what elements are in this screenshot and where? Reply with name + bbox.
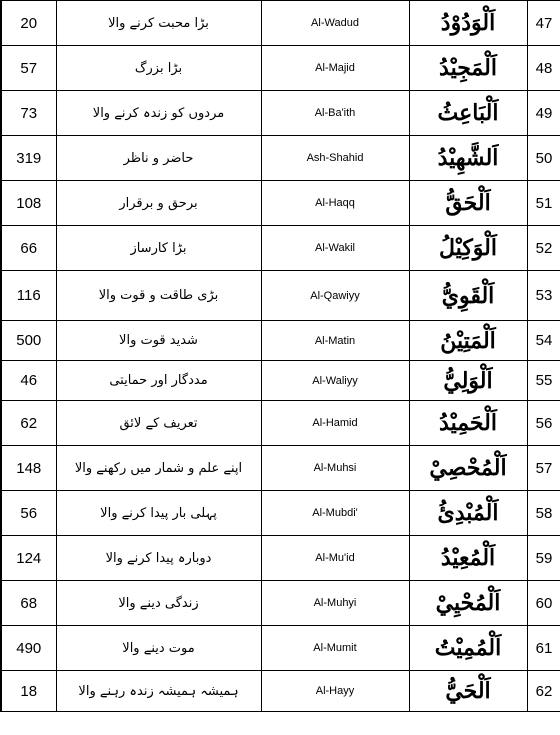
abjad-value-cell: 116 — [1, 271, 56, 321]
arabic-name-cell: اَلْمُعِيْدُ — [409, 536, 527, 581]
transliteration-cell: Al-Matin — [261, 321, 409, 361]
name-number-cell: 55 — [527, 361, 560, 401]
table-row — [1, 321, 560, 361]
arabic-name-cell: اَلْمَجِيْدُ — [409, 46, 527, 91]
table-row — [1, 491, 560, 536]
abjad-value-cell: 68 — [1, 581, 56, 626]
name-number-cell: 54 — [527, 321, 560, 361]
transliteration-cell: Al-Mumit — [261, 626, 409, 671]
abjad-value-cell: 319 — [1, 136, 56, 181]
urdu-meaning-cell: بڑا محبت کرنے والا — [56, 1, 261, 46]
abjad-value-cell: 490 — [1, 626, 56, 671]
name-number-cell: 52 — [527, 226, 560, 271]
table-row — [1, 361, 560, 401]
abjad-value-cell: 124 — [1, 536, 56, 581]
transliteration-cell: Ash-Shahid — [261, 136, 409, 181]
arabic-name-cell: اَلْمُبْدِئُ — [409, 491, 527, 536]
transliteration-cell: Al-Waliyy — [261, 361, 409, 401]
table-body — [1, 1, 560, 712]
urdu-meaning-cell: تعریف کے لائق — [56, 401, 261, 446]
urdu-meaning-cell: مددگار اور حمایتی — [56, 361, 261, 401]
name-number-cell: 49 — [527, 91, 560, 136]
arabic-name-cell: اَلْقَوِيُّ — [409, 271, 527, 321]
transliteration-cell: Al-Muhyi — [261, 581, 409, 626]
name-number-cell: 53 — [527, 271, 560, 321]
name-number-cell: 50 — [527, 136, 560, 181]
arabic-name-cell: اَلْوَلِيُّ — [409, 361, 527, 401]
arabic-name-cell: اَلْبَاعِثُ — [409, 91, 527, 136]
arabic-name-cell: اَلْوَدُوْدُ — [409, 1, 527, 46]
name-number-cell: 57 — [527, 446, 560, 491]
urdu-meaning-cell: مردوں کو زندہ کرنے والا — [56, 91, 261, 136]
table-row — [1, 1, 560, 46]
transliteration-cell: Al-Hayy — [261, 671, 409, 712]
name-number-cell: 58 — [527, 491, 560, 536]
name-number-cell: 62 — [527, 671, 560, 712]
abjad-value-cell: 20 — [1, 1, 56, 46]
urdu-meaning-cell: موت دینے والا — [56, 626, 261, 671]
table-row — [1, 46, 560, 91]
transliteration-cell: Al-Haqq — [261, 181, 409, 226]
urdu-meaning-cell: شدید قوت والا — [56, 321, 261, 361]
transliteration-cell: Al-Qawiyy — [261, 271, 409, 321]
arabic-name-cell: اَلْمُمِيْتُ — [409, 626, 527, 671]
table-row — [1, 446, 560, 491]
transliteration-cell: Al-Majid — [261, 46, 409, 91]
transliteration-cell: Al-Muhsi — [261, 446, 409, 491]
urdu-meaning-cell: دوبارہ پیدا کرنے والا — [56, 536, 261, 581]
table-row — [1, 536, 560, 581]
arabic-name-cell: اَلْوَكِيْلُ — [409, 226, 527, 271]
transliteration-cell: Al-Ba'ith — [261, 91, 409, 136]
name-number-cell: 48 — [527, 46, 560, 91]
arabic-name-cell: اَلْمَتِيْنُ — [409, 321, 527, 361]
transliteration-cell: Al-Hamid — [261, 401, 409, 446]
abjad-value-cell: 66 — [1, 226, 56, 271]
arabic-name-cell: اَلْحَيُّ — [409, 671, 527, 712]
arabic-name-cell: اَلْمُحْيِيْ — [409, 581, 527, 626]
arabic-name-cell: اَلْحَمِيْدُ — [409, 401, 527, 446]
urdu-meaning-cell: پہلی بار پیدا کرنے والا — [56, 491, 261, 536]
abjad-value-cell: 108 — [1, 181, 56, 226]
arabic-name-cell: اَلْمُحْصِيْ — [409, 446, 527, 491]
urdu-meaning-cell: بڑا کارساز — [56, 226, 261, 271]
urdu-meaning-cell: ہمیشہ ہمیشہ زندہ رہنے والا — [56, 671, 261, 712]
abjad-value-cell: 148 — [1, 446, 56, 491]
table-row — [1, 401, 560, 446]
transliteration-cell: Al-Mu'id — [261, 536, 409, 581]
table-row — [1, 271, 560, 321]
urdu-meaning-cell: بڑی طاقت و قوت والا — [56, 271, 261, 321]
urdu-meaning-cell: اپنے علم و شمار میں رکھنے والا — [56, 446, 261, 491]
name-number-cell: 60 — [527, 581, 560, 626]
name-number-cell: 56 — [527, 401, 560, 446]
transliteration-cell: Al-Mubdi' — [261, 491, 409, 536]
abjad-value-cell: 500 — [1, 321, 56, 361]
urdu-meaning-cell: حاضر و ناظر — [56, 136, 261, 181]
abjad-value-cell: 56 — [1, 491, 56, 536]
table-row — [1, 91, 560, 136]
name-number-cell: 47 — [527, 1, 560, 46]
arabic-name-cell: اَلشَّهِيْدُ — [409, 136, 527, 181]
urdu-meaning-cell: بڑا بزرگ — [56, 46, 261, 91]
abjad-value-cell: 62 — [1, 401, 56, 446]
table-row — [1, 226, 560, 271]
table-row — [1, 671, 560, 712]
urdu-meaning-cell: برحق و برقرار — [56, 181, 261, 226]
table-row — [1, 181, 560, 226]
abjad-value-cell: 57 — [1, 46, 56, 91]
abjad-value-cell: 46 — [1, 361, 56, 401]
transliteration-cell: Al-Wakil — [261, 226, 409, 271]
abjad-value-cell: 18 — [1, 671, 56, 712]
table-row — [1, 626, 560, 671]
name-number-cell: 61 — [527, 626, 560, 671]
table-row — [1, 581, 560, 626]
name-number-cell: 59 — [527, 536, 560, 581]
table-row — [1, 136, 560, 181]
abjad-value-cell: 73 — [1, 91, 56, 136]
arabic-name-cell: اَلْحَقُّ — [409, 181, 527, 226]
name-number-cell: 51 — [527, 181, 560, 226]
urdu-meaning-cell: زندگی دینے والا — [56, 581, 261, 626]
transliteration-cell: Al-Wadud — [261, 1, 409, 46]
